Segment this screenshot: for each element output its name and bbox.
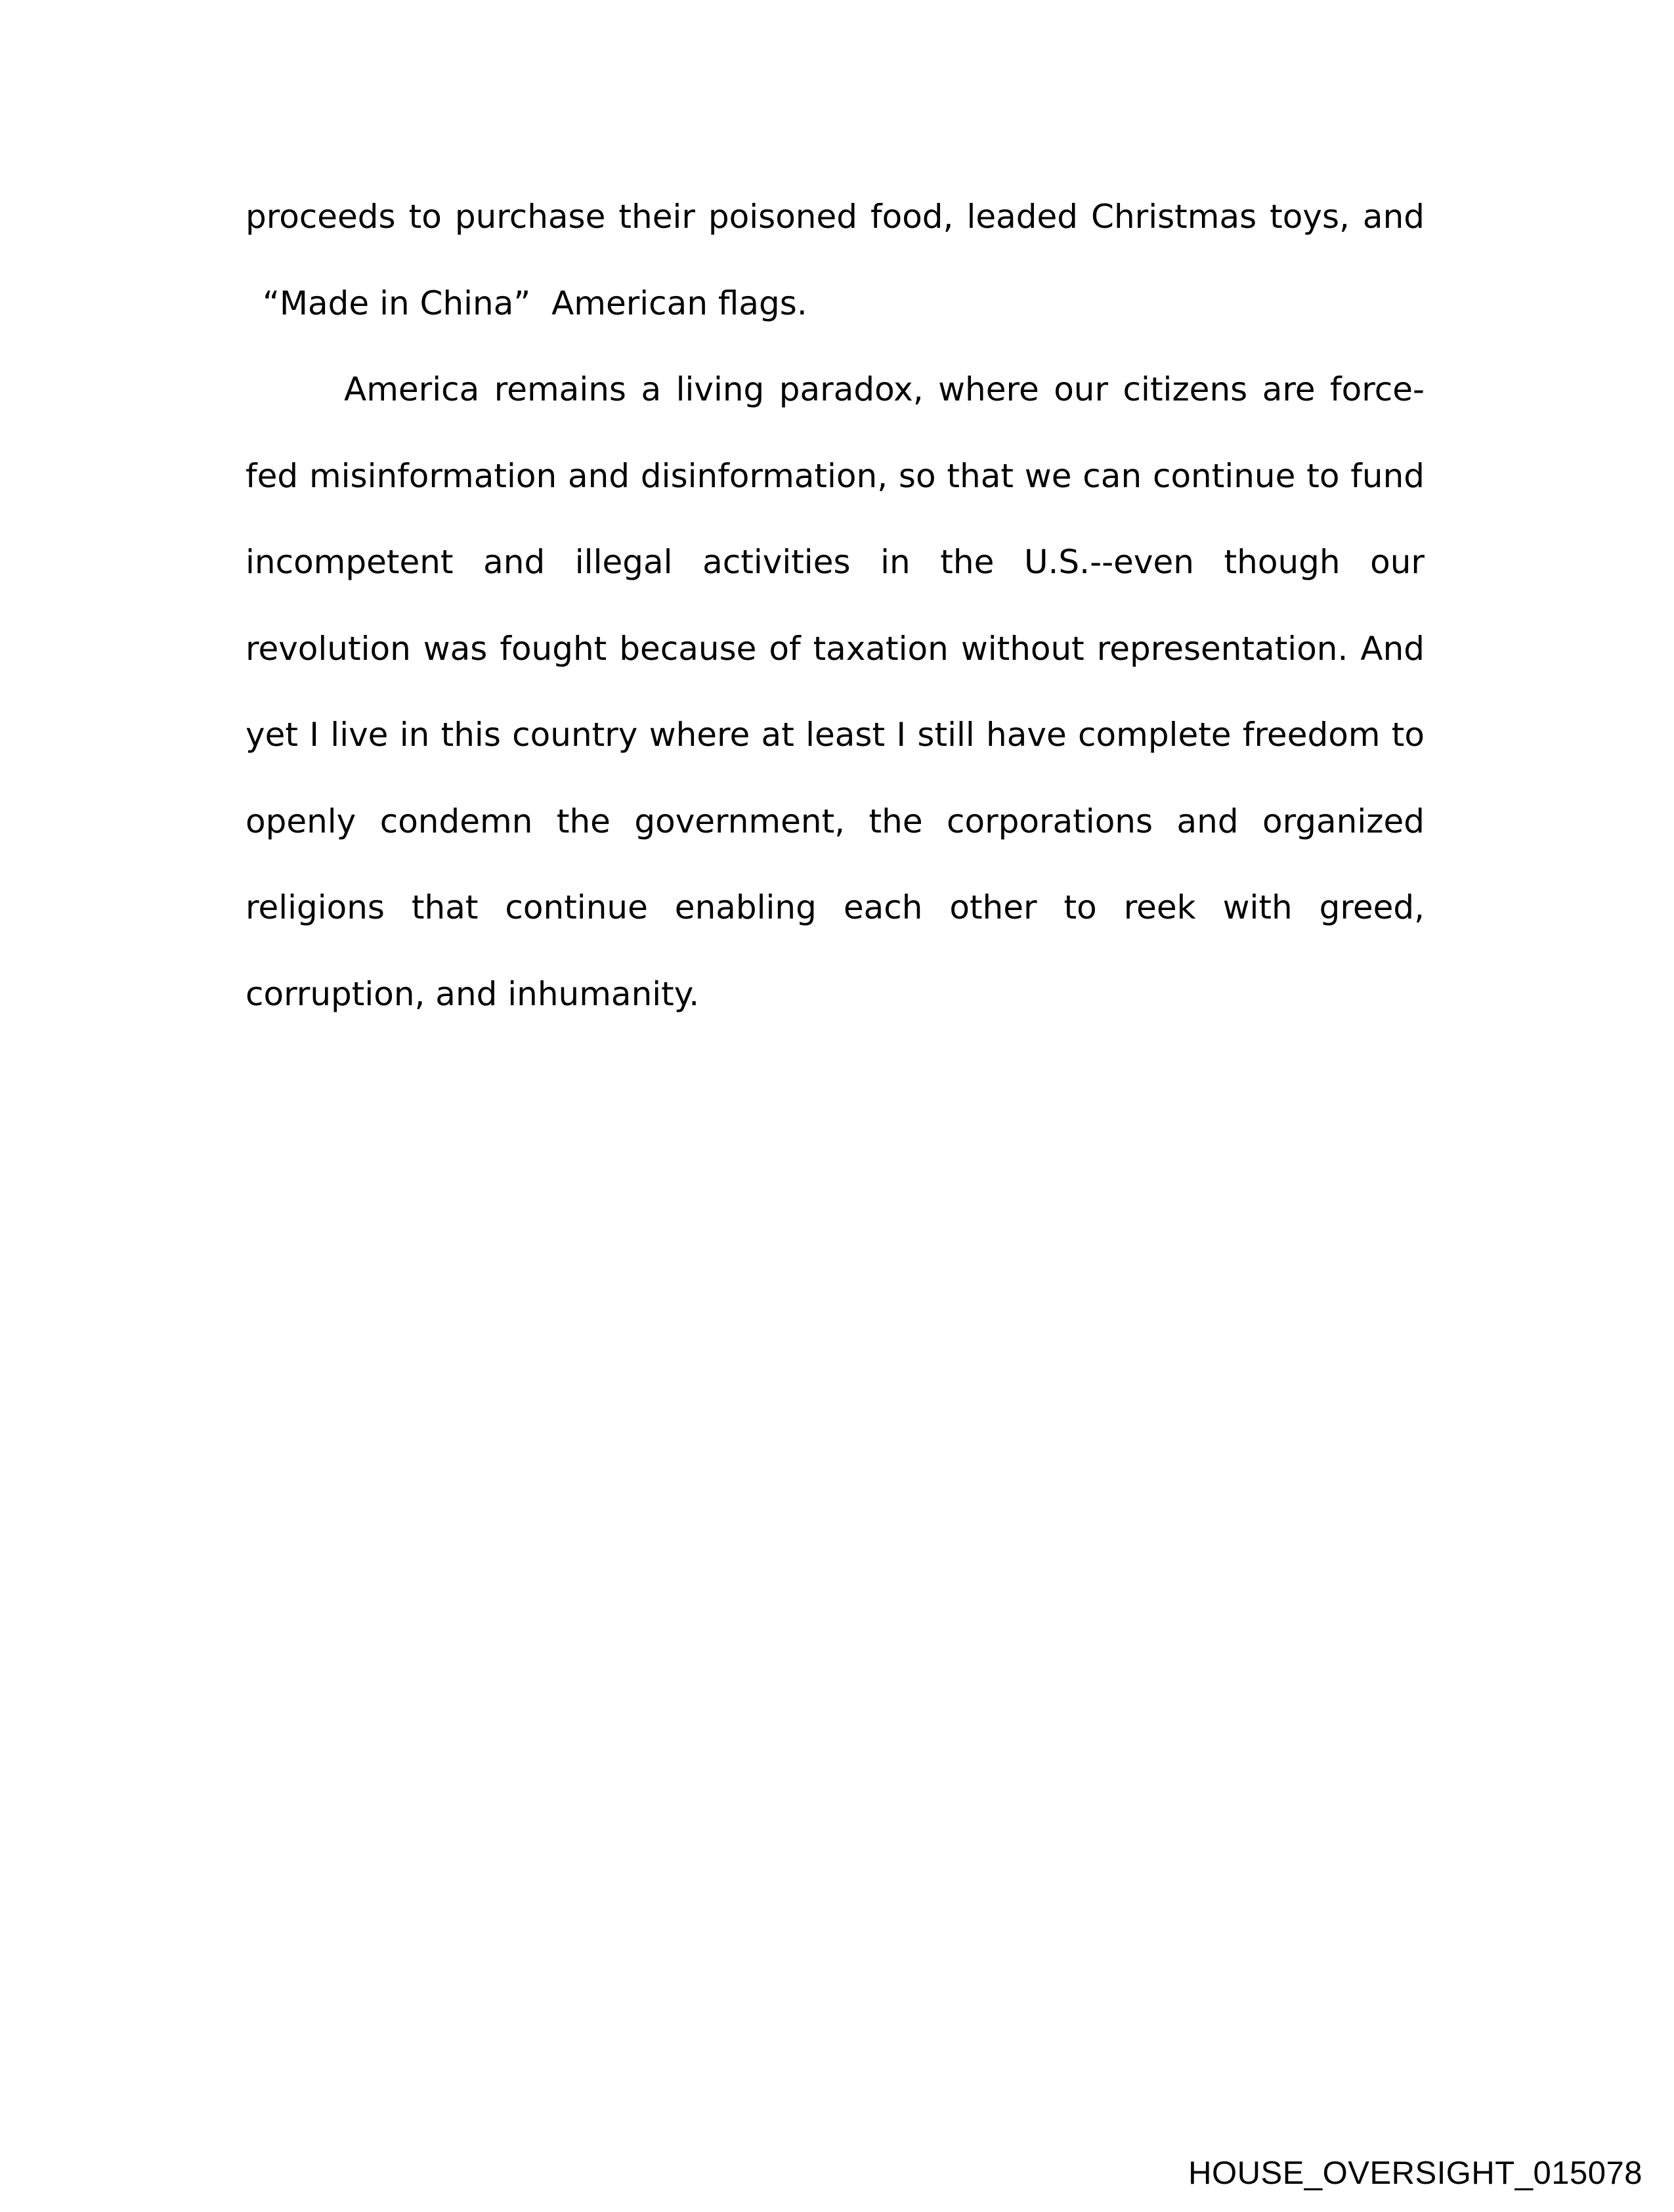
- paragraph-america: America remains a living paradox, where our citizens are force-fed misinformation and disinformation, so that we can continue to fund incompetent and illegal activities in the U.S.--even though our revolution was fought because of taxation without representation. And yet I live in this country where at least I still have complete freedom to openly condemn the government, the corporations and organized religions that continue enabling each other to reek with greed, corruption, and inhumanity.: [246, 370, 1425, 1013]
- continued-paragraph: [246, 174, 1425, 347]
- body-text: [246, 174, 1425, 1037]
- bates-number: HOUSE_OVERSIGHT_015078: [1188, 2156, 1642, 2191]
- continued-line-2: “Made in China” American flags.: [263, 284, 807, 322]
- continued-line-1: proceeds to purchase their poisoned food, leaded Christmas toys, and: [246, 198, 1425, 236]
